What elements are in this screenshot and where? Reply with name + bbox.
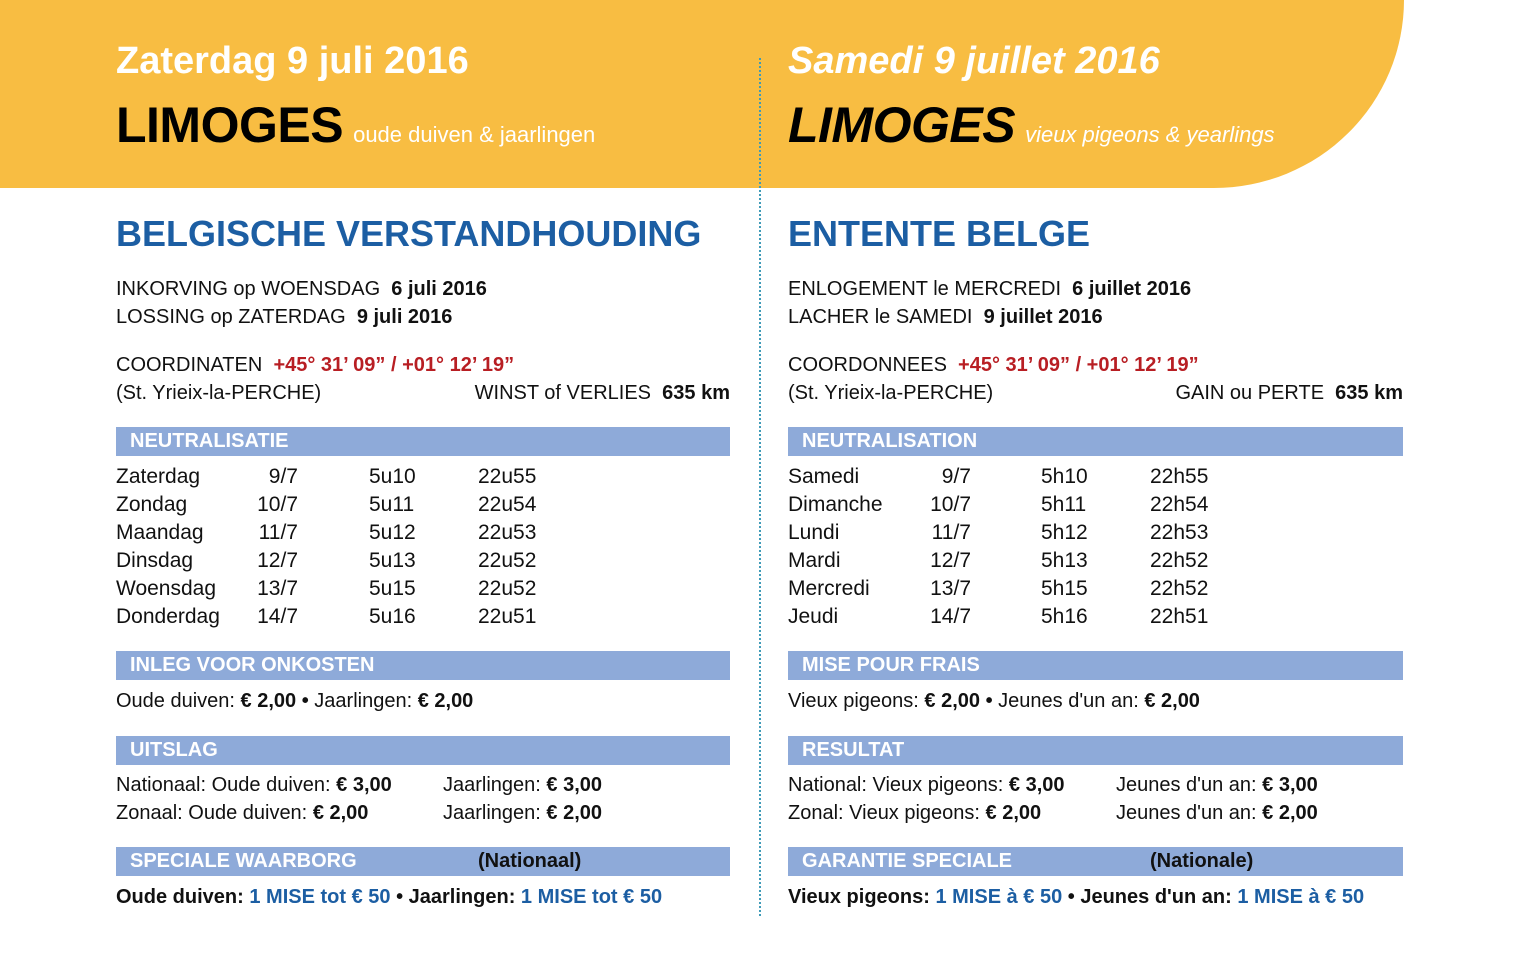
result-old-label: Zonal: Vieux pigeons:: [788, 802, 980, 824]
neutralisation-day: Lundi: [788, 521, 840, 544]
guarantee-old-value: 1 MISE à € 50: [935, 886, 1063, 908]
basketing-line: [116, 278, 487, 301]
result-young-label: Jaarlingen:: [443, 802, 541, 824]
release-date: 9 juli 2016: [356, 306, 453, 328]
basketing-label: ENLOGEMENT le MERCREDI: [788, 278, 1062, 300]
neutralisation-end-time: 22u51: [478, 605, 537, 628]
neutralisation-row: [116, 465, 730, 493]
neutralisation-day: Samedi: [788, 465, 860, 488]
neutralisation-start-time: 5u11: [369, 493, 415, 516]
neutralisation-day: Zaterdag: [116, 465, 201, 488]
neutralisation-date: 14/7: [930, 605, 971, 628]
coordinates-label: COORDONNEES: [788, 354, 947, 376]
result-young-label: Jeunes d'un an:: [1116, 802, 1257, 824]
coordinates-value: +45° 31’ 09” / +01° 12’ 19”: [958, 354, 1199, 376]
release-line: [788, 306, 1103, 329]
coordinates-value: +45° 31’ 09” / +01° 12’ 19”: [273, 354, 515, 376]
coordinates-line: [116, 354, 514, 377]
neutralisation-date: 10/7: [257, 493, 298, 516]
distance-line: [475, 382, 730, 405]
neutralisation-end-time: 22u53: [478, 521, 537, 544]
result-header: UITSLAG: [116, 736, 730, 765]
neutralisation-end-time: 22h55: [1150, 465, 1209, 488]
result-young-label: Jaarlingen:: [443, 774, 541, 796]
release-line: [116, 306, 452, 329]
neutralisation-date: 9/7: [941, 465, 971, 488]
guarantee-old-value: 1 MISE tot € 50: [249, 886, 391, 908]
result-young-label: Jeunes d'un an:: [1116, 774, 1257, 796]
release-label: LACHER le SAMEDI: [788, 306, 973, 328]
neutralisation-row: [116, 521, 730, 549]
neutralisation-row: [116, 577, 730, 605]
neutralisation-day: Donderdag: [116, 605, 220, 628]
distance-value: 635 km: [662, 382, 730, 404]
basketing-line: [788, 278, 1191, 301]
result-row: [443, 774, 602, 797]
neutralisation-end-time: 22h53: [1150, 521, 1209, 544]
distance-label: WINST of VERLIES: [474, 382, 652, 404]
stake-header: INLEG VOOR ONKOSTEN: [116, 651, 730, 680]
guarantee-separator: •: [1067, 886, 1075, 908]
neutralisation-day: Mercredi: [788, 577, 870, 600]
stake-line: [116, 690, 473, 713]
result-old-value: € 2,00: [312, 802, 369, 824]
guarantee-header: [788, 847, 1403, 876]
neutralisation-row: [788, 549, 1403, 577]
column-divider: [759, 58, 761, 916]
neutralisation-end-time: 22u52: [478, 577, 537, 600]
neutralisation-row: [116, 493, 730, 521]
result-young-value: € 2,00: [546, 802, 603, 824]
neutralisation-date: 11/7: [931, 521, 971, 544]
release-place: (St. Yrieix-la-PERCHE): [788, 382, 994, 404]
guarantee-title: SPECIALE WAARBORG: [130, 850, 357, 872]
basketing-label: INKORVING op WOENSDAG: [116, 278, 381, 300]
neutralisation-date: 12/7: [930, 549, 971, 572]
stake-young-value: € 2,00: [1144, 690, 1200, 712]
basketing-date: 6 juillet 2016: [1072, 278, 1192, 300]
neutralisation-day: Zondag: [116, 493, 188, 516]
stake-separator: •: [301, 690, 309, 712]
result-old-value: € 2,00: [985, 802, 1042, 824]
guarantee-title: GARANTIE SPECIALE: [802, 850, 1013, 872]
neutralisation-start-time: 5u13: [369, 549, 416, 572]
neutralisation-date: 12/7: [257, 549, 298, 572]
neutralisation-date: 13/7: [257, 577, 298, 600]
release-date: 9 juillet 2016: [983, 306, 1103, 328]
guarantee-young-label: Jaarlingen:: [408, 886, 516, 908]
neutralisation-end-time: 22h52: [1150, 577, 1209, 600]
stake-old-label: Oude duiven:: [116, 690, 235, 712]
city-name: LIMOGES: [116, 97, 344, 153]
distance-label: GAIN ou PERTE: [1175, 382, 1325, 404]
neutralisation-start-time: 5h10: [1041, 465, 1088, 488]
neutralisation-start-time: 5u16: [369, 605, 416, 628]
coordinates-label: COORDINATEN: [116, 354, 263, 376]
stake-old-label: Vieux pigeons:: [788, 690, 919, 712]
stake-young-value: € 2,00: [417, 690, 474, 712]
organisation-title: BELGISCHE VERSTANDHOUDING: [116, 213, 702, 254]
guarantee-header: [116, 847, 730, 876]
coordinates-line: [788, 354, 1199, 377]
neutralisation-day: Woensdag: [116, 577, 217, 600]
neutralisation-start-time: 5h11: [1041, 493, 1087, 516]
race-date: Samedi 9 juillet 2016: [788, 40, 1160, 82]
neutralisation-date: 13/7: [930, 577, 971, 600]
neutralisation-day: Maandag: [116, 521, 204, 544]
neutralisation-row: [788, 577, 1403, 605]
neutralisation-start-time: 5h16: [1041, 605, 1088, 628]
guarantee-scope: (Nationaal): [478, 850, 582, 872]
guarantee-line: [116, 886, 662, 909]
neutralisation-date: 14/7: [257, 605, 298, 628]
neutralisation-header: NEUTRALISATION: [788, 427, 1403, 456]
race-title: [116, 96, 595, 154]
race-date: Zaterdag 9 juli 2016: [116, 40, 469, 82]
result-old-label: Nationaal: Oude duiven:: [116, 774, 331, 796]
stake-young-label: Jaarlingen:: [314, 690, 413, 712]
neutralisation-end-time: 22h54: [1150, 493, 1209, 516]
header-banner: [0, 0, 1404, 188]
stake-line: [788, 690, 1200, 713]
result-row: [788, 774, 1065, 797]
neutralisation-row: [116, 549, 730, 577]
neutralisation-date: 10/7: [930, 493, 971, 516]
neutralisation-date: 9/7: [268, 465, 298, 488]
distance-value: 635 km: [1335, 382, 1403, 404]
result-young-value: € 3,00: [1262, 774, 1318, 796]
neutralisation-end-time: 22u54: [478, 493, 537, 516]
guarantee-young-value: 1 MISE tot € 50: [520, 886, 663, 908]
neutralisation-start-time: 5u15: [369, 577, 416, 600]
neutralisation-start-time: 5h12: [1041, 521, 1088, 544]
result-old-value: € 3,00: [336, 774, 392, 796]
neutralisation-date: 11/7: [258, 521, 298, 544]
stake-old-value: € 2,00: [240, 690, 297, 712]
guarantee-young-value: 1 MISE à € 50: [1237, 886, 1365, 908]
neutralisation-end-time: 22u55: [478, 465, 537, 488]
guarantee-separator: •: [396, 886, 404, 908]
result-row: [443, 802, 602, 825]
release-place: (St. Yrieix-la-PERCHE): [116, 382, 322, 404]
city-name: LIMOGES: [788, 97, 1016, 153]
stake-old-value: € 2,00: [924, 690, 981, 712]
neutralisation-header: NEUTRALISATIE: [116, 427, 730, 456]
stake-separator: •: [985, 690, 993, 712]
distance-line: [1175, 382, 1403, 405]
neutralisation-end-time: 22h51: [1150, 605, 1209, 628]
neutralisation-start-time: 5u12: [369, 521, 416, 544]
neutralisation-start-time: 5u10: [369, 465, 416, 488]
race-category: oude duiven & jaarlingen: [353, 122, 596, 147]
result-young-value: € 2,00: [1262, 802, 1318, 824]
neutralisation-start-time: 5h13: [1041, 549, 1088, 572]
result-row: [1116, 802, 1318, 825]
neutralisation-row: [116, 605, 730, 633]
result-row: [116, 774, 392, 797]
neutralisation-end-time: 22u52: [478, 549, 537, 572]
guarantee-scope: (Nationale): [1150, 850, 1254, 872]
result-row: [116, 802, 368, 825]
guarantee-young-label: Jeunes d'un an:: [1080, 886, 1232, 908]
neutralisation-start-time: 5h15: [1041, 577, 1088, 600]
stake-header: MISE POUR FRAIS: [788, 651, 1403, 680]
result-old-label: National: Vieux pigeons:: [788, 774, 1004, 796]
neutralisation-day: Mardi: [788, 549, 841, 572]
result-row: [1116, 774, 1318, 797]
result-young-value: € 3,00: [546, 774, 603, 796]
neutralisation-row: [788, 493, 1403, 521]
result-old-label: Zonaal: Oude duiven:: [116, 802, 308, 824]
basketing-date: 6 juli 2016: [391, 278, 487, 300]
neutralisation-row: [788, 521, 1403, 549]
result-row: [788, 802, 1041, 825]
neutralisation-end-time: 22h52: [1150, 549, 1209, 572]
release-label: LOSSING op ZATERDAG: [116, 306, 346, 328]
race-title: [788, 96, 1275, 154]
neutralisation-row: [788, 605, 1403, 633]
guarantee-line: [788, 886, 1364, 909]
race-category: vieux pigeons & yearlings: [1025, 122, 1275, 147]
neutralisation-day: Dimanche: [788, 493, 883, 516]
stake-young-label: Jeunes d'un an:: [998, 690, 1139, 712]
neutralisation-day: Dinsdag: [116, 549, 194, 572]
neutralisation-row: [788, 465, 1403, 493]
result-header: RESULTAT: [788, 736, 1403, 765]
guarantee-old-label: Oude duiven:: [116, 886, 244, 908]
organisation-title: ENTENTE BELGE: [788, 213, 1091, 254]
neutralisation-day: Jeudi: [788, 605, 839, 628]
result-old-value: € 3,00: [1008, 774, 1065, 796]
guarantee-old-label: Vieux pigeons:: [788, 886, 930, 908]
